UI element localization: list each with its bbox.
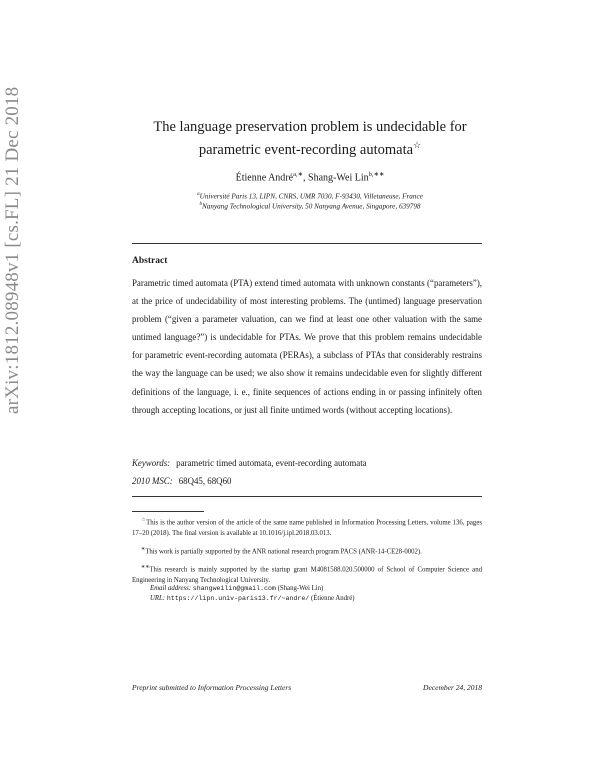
email-address[interactable]: shangweilin@gmail.com xyxy=(192,585,276,592)
footnote-mark: ∗∗ xyxy=(141,565,150,570)
footnote-mark: ∗ xyxy=(141,547,146,552)
keywords-label: Keywords: xyxy=(132,458,171,468)
author-lin: Shang-Wei Lin xyxy=(308,172,369,184)
footnote-text: This research is mainly supported by the startup grant M4081588.020.500000 of School of Computer Science and Engineering in Nanyang Technological University. xyxy=(132,566,482,584)
email-label: Email address: xyxy=(150,585,192,592)
homepage-url[interactable]: https://lipn.univ-paris13.fr/~andre/ xyxy=(166,595,310,602)
author-lin-affil-mark: b,∗∗ xyxy=(368,171,385,178)
footnote-funding-ntu xyxy=(132,563,482,586)
title-line-1: The language preservation problem is undecidable for xyxy=(153,119,467,135)
affiliation-b xyxy=(100,202,520,210)
title-line-2: parametric event-recording automata☆ xyxy=(198,140,422,158)
url-owner: (Étienne André) xyxy=(310,595,355,602)
author-andre-affil-mark: a,∗ xyxy=(293,171,304,178)
author-list xyxy=(100,170,520,183)
email-owner: (Shang-Wei Lin) xyxy=(277,585,324,592)
abstract-text: Parametric timed automata (PTA) extend timed automata with unknown constants (“parameters”), at the price of undecidability of most interesting problems. The (untimed) language preservation problem (“given a parameter valuation, can we find at least one other valuation with the same untimed language?”) is undecidable for PTAs. We prove that this problem remains undecidable for parametric event-recording automata (PERAs), a subclass of PTAs that considerably restrains the way the language can be used; we also show it remains undecidable even for slightly different definitions of the language, i. e., finite sequences of actions ending in or passing infinitely often through accepting locations, or just all finite untimed words (without accepting locations). xyxy=(132,278,482,415)
footer-date: December 24, 2018 xyxy=(423,683,482,692)
msc-line xyxy=(132,476,482,486)
msc-value: 68Q45, 68Q60 xyxy=(178,476,232,486)
url-label: URL: xyxy=(150,595,166,602)
footnote-text: This work is partially supported by the ANR national research program PACS (ANR-14-CE28-0002). xyxy=(145,548,422,556)
abstract-bottom-rule xyxy=(132,496,482,497)
affiliation-text: Université Paris 13, LIPN, CNRS, UMR 7030, F-93430, Villetaneuse, France xyxy=(199,192,423,201)
affiliation-mark: a xyxy=(197,192,200,197)
affiliation-a xyxy=(100,192,520,200)
arxiv-stamp-text: arXiv:1812.08948v1 [cs.FL] 21 Dec 2018 xyxy=(2,86,23,414)
author-andre: Étienne André xyxy=(235,172,294,184)
footnote-email xyxy=(132,584,482,595)
page-footer xyxy=(132,683,482,692)
author-separator: , xyxy=(303,172,309,184)
msc-label: 2010 MSC: xyxy=(132,476,173,486)
footer-journal: Preprint submitted to Information Processing Letters xyxy=(132,683,292,692)
footnote-mark: ☆ xyxy=(141,518,147,523)
footnote-url xyxy=(132,594,482,605)
footnote-author-version xyxy=(132,516,482,539)
footnote-funding-anr xyxy=(132,545,482,558)
title-footnote-mark: ☆ xyxy=(413,140,422,150)
abstract-top-rule xyxy=(132,243,482,244)
footnote-rule xyxy=(132,511,204,512)
keywords-line xyxy=(132,458,482,468)
affiliation-mark: b xyxy=(199,202,202,207)
abstract-heading: Abstract xyxy=(132,256,168,266)
keywords-value: parametric timed automata, event-recording automata xyxy=(176,458,367,468)
footnote-text: This is the author version of the article of the same name published in Information Processing Letters, volume 136, pages 17–20 (2018). The final version is available at 10.1016/j.ipl.2018.03.013. xyxy=(132,519,482,537)
paper-title xyxy=(100,118,520,159)
affiliation-text: Nanyang Technological University, 50 Nanyang Avenue, Singapore, 639798 xyxy=(201,202,421,211)
